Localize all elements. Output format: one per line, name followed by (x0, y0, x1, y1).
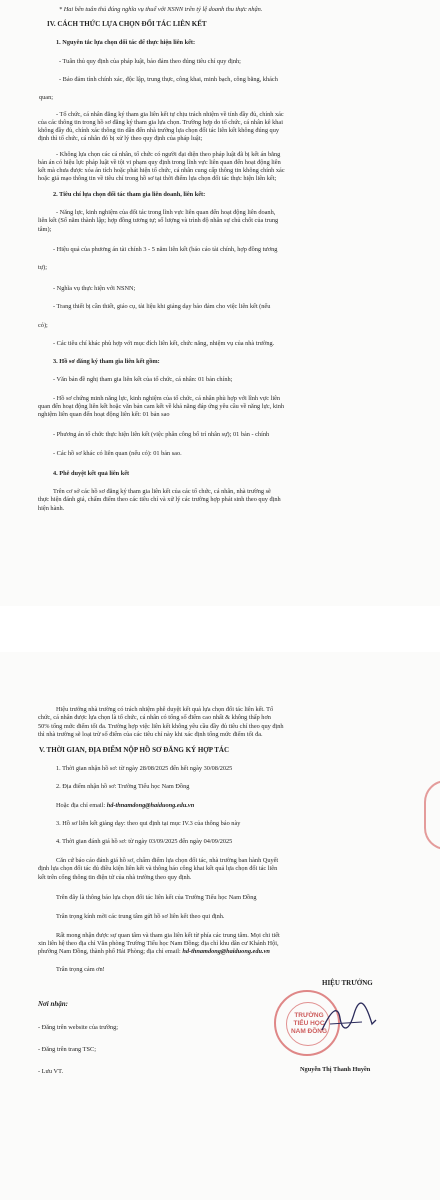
criteria-line: - Năng lực, kinh nghiệm của đối tác trong lĩnh vực liên quan đến hoạt động liên doanh, (56, 209, 276, 216)
closing-line: Trân trọng kính mời các trung tâm gửi hồ sơ liên kết theo qui định. (56, 913, 225, 920)
section-v-heading: V. THỜI GIAN, ĐỊA ĐIỂM NỘP HỒ SƠ ĐĂNG KÝ HỢP TÁC (39, 746, 230, 754)
principle-line: không đầy đủ, chính xác thông tin dẫn đến nhà trường lựa chọn đối tác liên kết không đúng quy (38, 127, 279, 134)
principle-line: kết mà chưa được xóa án tích hoặc phát hiện tổ chức, cá nhân cung cấp thông tin không chính xác (38, 167, 285, 174)
recipient-item: - Đăng trên trang TSC; (38, 1046, 96, 1053)
schedule-line: 1. Thời gian nhận hồ sơ: từ ngày 28/08/2025 đến hết ngày 30/08/2025 (56, 765, 233, 772)
schedule-line (56, 802, 194, 810)
page-gap (0, 606, 440, 652)
principle-line: - Không lựa chọn các cá nhân, tổ chức có người đại diện theo pháp luật đã bị kết án bằng (56, 151, 281, 158)
principle-line: hoặc giả mạo thông tin về tiêu chí trong hồ sơ tại thời điểm lựa chọn đối tác thực hiện liên kết; (38, 175, 277, 182)
approval-line: 50% tổng mức điểm tối đa. Trường hợp việc liên kết không yêu cầu đầy đủ tiêu chí theo quy định (38, 723, 284, 730)
contact-prefix: phường Nam Đồng, thành phố Hải Phòng; địa chỉ email: (38, 948, 183, 955)
contact-line: Rất mong nhận được sự quan tâm và tham gia liên kết từ phía các trung tâm. Mọi chi tiết (56, 932, 280, 939)
stamp-text: NAM ĐỒNG (290, 1028, 328, 1035)
email-link: hd-thnamdong@haiduong.edu.vn (106, 802, 195, 809)
seal-stamp (424, 780, 440, 850)
principle-line: - Tổ chức, cá nhân đăng ký tham gia liên kết tự chịu trách nhiệm về tính đầy đủ, chính xác (56, 111, 284, 118)
schedule-line: 4. Thời gian đánh giá hồ sơ: từ ngày 03/09/2025 đến ngày 04/09/2025 (56, 838, 233, 845)
approval-line: thì nhà trường sẽ loại trừ số điểm của các tiêu chí này khi xác định tổng mức điểm tối đa. (38, 731, 263, 738)
principle-line: định thì tổ chức, cá nhân đó bị xử lý theo quy định của pháp luật; (38, 135, 203, 142)
principle-line: - Bảo đảm tính chính xác, độc lập, trung thực, công khai, minh bạch, công bằng, khách (59, 76, 278, 83)
recipients-title: Nơi nhận: (38, 1000, 69, 1008)
criteria-line: - Các tiêu chí khác phù hợp với mục đích liên kết, chức năng, nhiệm vụ của nhà trường. (53, 340, 275, 347)
signer-title: HIỆU TRƯỞNG (322, 979, 373, 987)
criteria-line: - Hiệu quả của phương án tài chính 3 - 5 năm liên kết (báo cáo tài chính, hợp đồng tương (53, 246, 278, 253)
contact-line (38, 948, 270, 956)
principles-heading: 1. Nguyên tắc lựa chọn đối tác để thực hiện liên kết: (56, 39, 196, 46)
stamp-text: TRƯỜNG (294, 1012, 324, 1019)
dossier-line: - Các hồ sơ khác có liên quan (nếu có): 01 bản sao. (53, 450, 182, 457)
decision-line: định lựa chọn đối tác đủ điều kiện liên kết và thông báo công khai kết quả lựa chọn đối tác liên (38, 865, 278, 872)
contact-line: xin liên hệ theo địa chỉ Văn phòng Trường Tiểu học Nam Đồng; địa chỉ khu dân cư Khánh Hội, (38, 940, 279, 947)
criteria-line: - Nghĩa vụ thực hiện với NSNN; (53, 285, 136, 292)
signer-name: Nguyễn Thị Thanh Huyền (300, 1066, 371, 1073)
approval-line: thực hiện đánh giá, chấm điểm theo các tiêu chí và xử lý các trường hợp phát sinh theo quy định (38, 496, 281, 503)
approval-line: Trên cơ sở các hồ sơ đăng ký tham gia liên kết của các tổ chức, cá nhân, nhà trường sẽ (53, 488, 271, 495)
schedule-line: 2. Địa điểm nhận hồ sơ: Trường Tiểu học Nam Đồng (56, 783, 190, 790)
criteria-line: có); (38, 322, 48, 329)
thanks-line: Trân trọng cảm ơn! (56, 966, 105, 973)
recipient-item: - Đăng trên website của trường; (38, 1024, 119, 1031)
dossier-line: - Văn bản đề nghị tham gia liên kết của tổ chức, cá nhân: 01 bản chính; (53, 376, 233, 383)
principle-line: bản án có hiệu lực pháp luật về tội vi phạm quy định trong lĩnh vực liên quan đến hoạt động liên (38, 159, 281, 166)
dossier-line: - Hồ sơ chứng minh năng lực, kinh nghiệm của tổ chức, cá nhân phù hợp với lĩnh vực liên (53, 395, 281, 402)
email-link: hd-thnamdong@haiduong.edu.vn (182, 948, 270, 955)
criteria-heading: 2. Tiêu chí lựa chọn đối tác tham gia liên doanh, liên kết: (53, 191, 206, 198)
signature-icon (318, 1000, 378, 1040)
decision-line: kết trên cổng thông tin điện tử của nhà trường theo quy định. (38, 874, 192, 881)
criteria-line: liên kết (Số năm thành lập; hợp đồng tương tự; số lượng và trình độ nhân sự chủ chốt của trung (38, 217, 279, 224)
approval-line: chức, cá nhân được lựa chọn là tổ chức, cá nhân có tổng số điểm cao nhất & không thấp hơn (38, 714, 271, 721)
criteria-line: tự); (38, 264, 48, 271)
section-iv-heading: IV. CÁCH THỨC LỰA CHỌN ĐỐI TÁC LIÊN KẾT (47, 20, 207, 28)
schedule-line: 3. Hồ sơ liên kết giảng dạy: theo qui định tại mục IV.3 của thông báo này (56, 820, 241, 827)
criteria-line: - Trang thiết bị cần thiết, giáo cụ, tài liệu khi giảng dạy bảo đảm cho việc liên kết (nếu (53, 303, 271, 310)
approval-heading: 4. Phê duyệt kết quả liên kết (53, 470, 130, 477)
dossier-line: nghiệm liên quan đến hoạt động liên kết: 01 bản sao (38, 411, 170, 418)
decision-line: Căn cứ báo cáo đánh giá hồ sơ, chấm điểm lựa chọn đối tác, nhà trường ban hành Quyết (56, 857, 279, 864)
email-prefix: Hoặc địa chỉ email: (56, 802, 107, 809)
dossier-line: quan đến hoạt động liên kết hoặc văn bản cam kết về khả năng đáp ứng yêu cầu về năng lực, kinh (38, 403, 285, 410)
closing-line: Trên đây là thông báo lựa chọn đối tác liên kết của Trường Tiểu học Nam Đồng (56, 894, 257, 901)
criteria-line: tâm); (38, 226, 52, 233)
recipient-item: - Lưu VT. (38, 1068, 64, 1075)
principle-line: của các thông tin trong hồ sơ đăng ký tham gia lựa chọn. Trường hợp do tổ chức, cá nhân kê khai (38, 119, 283, 126)
stamp-text: TIỂU HỌC (293, 1020, 325, 1027)
principle-line: quan; (39, 94, 53, 101)
approval-line: Hiệu trưởng nhà trường có trách nhiệm phê duyệt kết quả lựa chọn đối tác liên kết. Tổ (56, 706, 274, 713)
dossier-heading: 3. Hồ sơ đăng ký tham gia liên kết gồm: (53, 358, 160, 365)
principle-line: - Tuân thủ quy định của pháp luật, bảo đảm theo đúng tiêu chí quy định; (59, 58, 241, 65)
tax-note: * Hai bên tuân thủ đúng nghĩa vụ thuế với NSNN trên tỷ lệ doanh thu thực nhận. (59, 6, 263, 13)
dossier-line: - Phương án tổ chức thực hiện liên kết (việc phân công bố trí nhân sự); 01 bản - chính (53, 431, 270, 438)
approval-line: hiện hành. (38, 505, 65, 512)
